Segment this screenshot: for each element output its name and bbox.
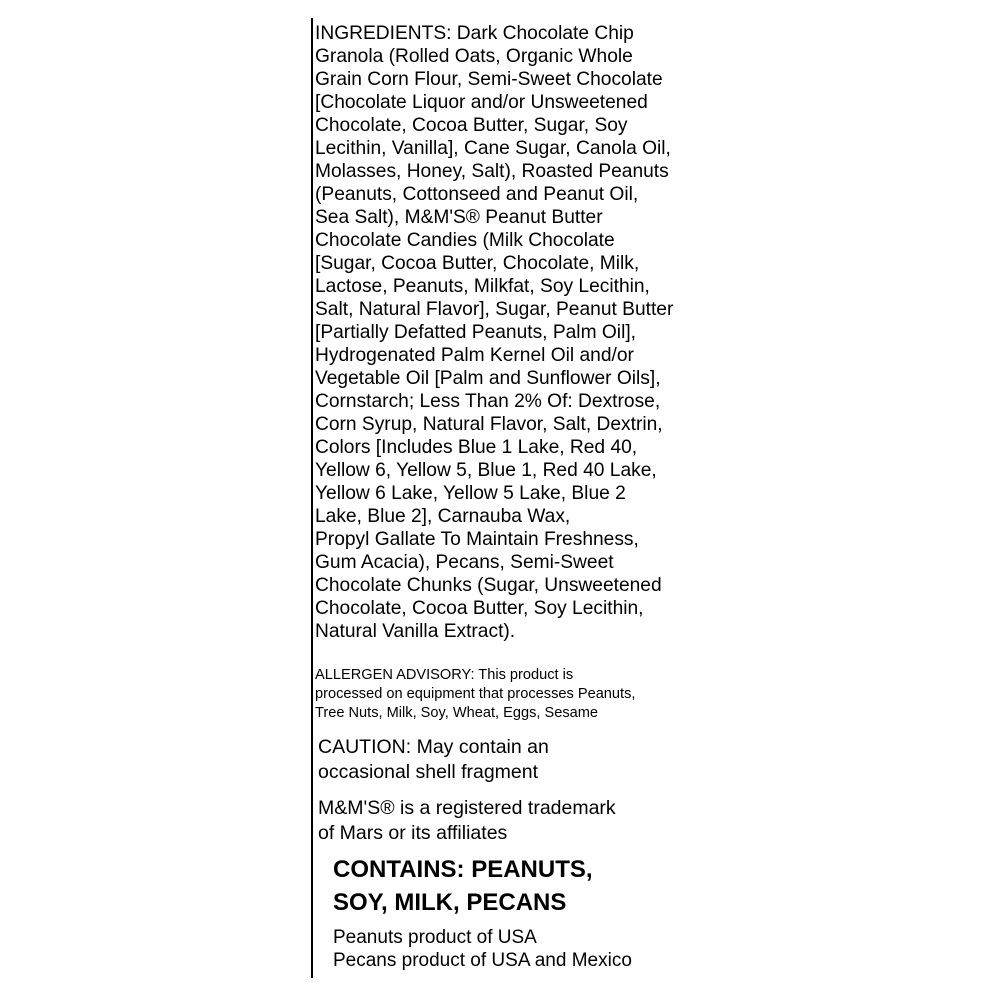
ingredients-text-line: Chocolate Candies (Milk Chocolate <box>315 230 615 251</box>
contains-text-line: CONTAINS: PEANUTS, <box>333 856 593 883</box>
ingredients-text-line: Natural Vanilla Extract). <box>315 621 516 642</box>
allergen-advisory-text-line: processed on equipment that processes Peanuts, <box>315 686 636 702</box>
ingredients-text-line: [Chocolate Liquor and/or Unsweetened <box>315 92 648 113</box>
allergen-advisory-text-line: ALLERGEN ADVISORY: This product is <box>315 667 574 683</box>
ingredients-text-line: [Partially Defatted Peanuts, Palm Oil], <box>315 322 636 343</box>
ingredients-text-line: [Sugar, Cocoa Butter, Chocolate, Milk, <box>315 253 640 274</box>
ingredients-text-line: Lecithin, Vanilla], Cane Sugar, Canola Oil, <box>315 138 671 159</box>
contains-text-line: SOY, MILK, PECANS <box>333 889 567 916</box>
ingredients-text-line: Lactose, Peanuts, Milkfat, Soy Lecithin, <box>315 276 650 297</box>
ingredients-text-line: Grain Corn Flour, Semi-Sweet Chocolate <box>315 69 663 90</box>
ingredients-text-line: Colors [Includes Blue 1 Lake, Red 40, <box>315 437 638 458</box>
caution-text-line: CAUTION: May contain an <box>318 736 549 758</box>
allergen-advisory-text-line: Tree Nuts, Milk, Soy, Wheat, Eggs, Sesame <box>315 705 599 721</box>
ingredients-text-line: Chocolate, Cocoa Butter, Soy Lecithin, <box>315 598 644 619</box>
ingredients-text-line: Yellow 6, Yellow 5, Blue 1, Red 40 Lake, <box>315 460 657 481</box>
ingredients-text-line: Sea Salt), M&M'S® Peanut Butter <box>315 207 603 228</box>
ingredients-text-line: Vegetable Oil [Palm and Sunflower Oils], <box>315 368 661 389</box>
origin-text-line: Pecans product of USA and Mexico <box>333 950 632 971</box>
ingredients-text-line: Propyl Gallate To Maintain Freshness, <box>315 529 639 550</box>
trademark-text-line: M&M'S® is a registered trademark <box>318 797 616 819</box>
ingredients-text-line: (Peanuts, Cottonseed and Peanut Oil, <box>315 184 639 205</box>
ingredients-text-line: Lake, Blue 2], Carnauba Wax, <box>315 506 571 527</box>
ingredients-text-line: INGREDIENTS: Dark Chocolate Chip <box>315 23 634 44</box>
trademark-text-line: of Mars or its affiliates <box>318 822 508 844</box>
ingredients-text-line: Cornstarch; Less Than 2% Of: Dextrose, <box>315 391 661 412</box>
ingredients-text-line: Chocolate, Cocoa Butter, Sugar, Soy <box>315 115 628 136</box>
ingredients-text-line: Hydrogenated Palm Kernel Oil and/or <box>315 345 634 366</box>
ingredients-text-line: Yellow 6 Lake, Yellow 5 Lake, Blue 2 <box>315 483 626 504</box>
ingredients-text-line: Molasses, Honey, Salt), Roasted Peanuts <box>315 161 669 182</box>
ingredients-text-line: Chocolate Chunks (Sugar, Unsweetened <box>315 575 662 596</box>
caution-text-line: occasional shell fragment <box>318 761 539 783</box>
ingredients-text-line: Granola (Rolled Oats, Organic Whole <box>315 46 633 67</box>
ingredients-text-line: Corn Syrup, Natural Flavor, Salt, Dextrin, <box>315 414 663 435</box>
ingredients-text-line: Gum Acacia), Pecans, Semi-Sweet <box>315 552 614 573</box>
origin-text-line: Peanuts product of USA <box>333 927 537 948</box>
ingredient-label-panel <box>311 18 711 978</box>
ingredients-text-line: Salt, Natural Flavor], Sugar, Peanut Butter <box>315 299 674 320</box>
